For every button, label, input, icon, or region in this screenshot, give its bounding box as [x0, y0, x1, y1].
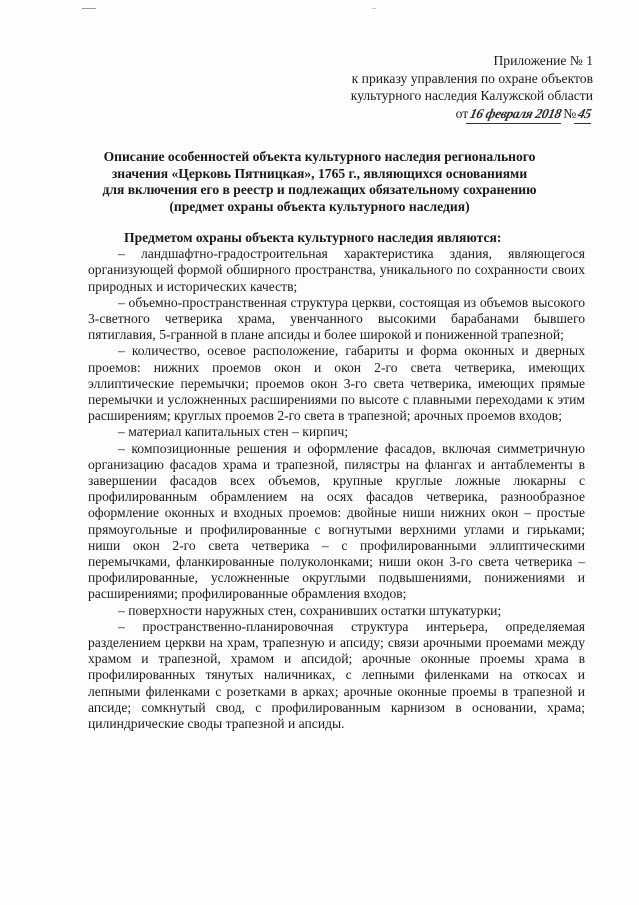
scan-artifact — [82, 8, 96, 9]
list-item: – объемно-пространственная структура церкви, состоящая из объемов высокого 3-светного четверика храма, увенчанного высокими барабанами бывшего пятиглавия, 5-гранной в плане апсиды и более широкой и пониженной трапезной; — [88, 294, 585, 343]
document-title — [70, 149, 569, 215]
date-prefix: от — [455, 105, 469, 121]
title-line: для включения его в реестр и подлежащих обязательному сохранению — [102, 182, 537, 198]
list-item: – ландшафтно-градостроительная характеристика здания, являющегося организующей формой обширного пространства, уникального по сохранности своих природных и исторических качеств; — [88, 246, 585, 294]
appendix-date-line — [351, 105, 593, 124]
lead-heading: Предметом охраны объекта культурного наследия являются: — [124, 230, 502, 245]
handwritten-number: 45 — [574, 105, 595, 124]
scan-artifact — [372, 8, 376, 9]
list-item: – материал капитальных стен – кирпич; — [118, 424, 349, 440]
document-body — [88, 230, 585, 732]
appendix-authority: культурного наследия Калужской области — [350, 88, 593, 103]
appendix-order-ref: к приказу управления по охране объектов — [351, 70, 593, 86]
appendix-header — [351, 52, 593, 123]
list-item: – количество, осевое расположение, габариты и форма оконных и дверных проемов: нижних проемов окон и окон 2-го света четверика, имеющих эллиптические перемычки; проемов окон 3-го света четверика, имеющих прямые перемычки и усложненных расширениями по высоте с плавными переходами к этим расширениям; круглых проемов 2-го света в трапезной; арочных проемов входов; — [88, 343, 585, 424]
number-prefix: № — [563, 105, 577, 121]
title-line: (предмет охраны объекта культурного наследия) — [169, 198, 470, 214]
title-line: значения «Церковь Пятницкая», 1765 г., являющихся основаниями — [111, 165, 528, 181]
appendix-number: Приложение № 1 — [493, 53, 593, 68]
list-item: – поверхности наружных стен, сохранивших остатки штукатурки; — [118, 602, 502, 618]
list-item: – композиционные решения и оформление фасадов, включая симметричную организацию фасадов храма и трапезной, пилястры на флангах и антаблементы в завершении фасадов всех объемов, крупные круглые ложные люкарны с профилированным обрамлением на осях фасадов четверика, разнообразное оформление оконных и входных проемов: двойные ниши нижних окон – простые прямоугольные и профилированные с вогнутыми верхними углами и гирьками; ниши окон 2-го света четверика – с профилированными эллиптическими перемычками, фланкированные полуколонками; ниши окон 3-го света четверика – профилированные, усложненные округлыми подвышениями, понижениями и расширениями; профилированные обрамления входов; — [88, 440, 585, 602]
title-line: Описание особенностей объекта культурного наследия регионального — [103, 149, 536, 164]
list-item: – пространственно-планировочная структура интерьера, определяемая разделением церкви на храм, трапезную и апсиду; связи арочными проемами между храмом и трапезной, храмом и апсидой; арочные оконные проемы храма в профилированных тянутых наличниках, с лепными филенками на откосах и лепными филенками с розетками в арках; арочные оконные проемы в трапезной и апсиде; сомкнутый свод, с профилированным карнизом в основании, храма; цилиндрические своды трапезной и апсиды. — [88, 618, 585, 732]
handwritten-date: 16 февраля 2018 — [466, 105, 565, 124]
